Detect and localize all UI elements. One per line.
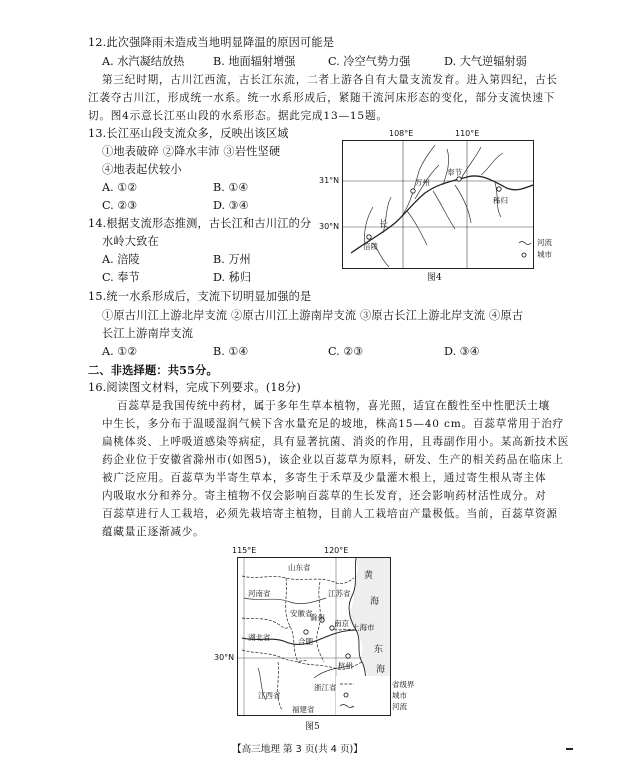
q13-option-a: A. ①② (102, 181, 138, 194)
q13-option-b: B. ①④ (213, 181, 249, 194)
q13-items-line-2: ④地表起伏较小 (102, 163, 182, 176)
fig4-city-wanzhou: 万州 (415, 178, 430, 187)
fig4-lat-30: 30°N (319, 222, 340, 231)
fig5-city-chuzhou: 滁州 (310, 613, 325, 622)
fig5-province-zhejiang: 浙江省 (314, 683, 337, 692)
fig5-lon-120: 120°E (324, 546, 349, 555)
fig5-city-nanjing: 南京 (334, 619, 349, 628)
legend-city-symbol-fig5 (344, 693, 348, 697)
passage1-line-3: 切。图4示意长江巫山段的水系形态。据此完成13—15题。 (88, 110, 388, 122)
passage2-line-8: 蕴藏量正逐渐减少。 (102, 526, 205, 538)
passage2-line-6: 内吸取水分和养分。寄主植物不仅会影响百蕊草的生长发育，还会影响药材活性成分。对 (102, 490, 547, 502)
q15-option-a: A. ①② (102, 345, 138, 358)
section-2-heading: 二、非选择题：共55分。 (88, 363, 218, 377)
fig5-province-anhui: 安徽省 (290, 609, 313, 618)
passage2-line-3: 扁桃体炎、上呼吸道感染等病症，具有显著抗菌、消炎的作用，且毒副作用小。某高新技术医 (102, 436, 570, 448)
fig5-province-fujian: 福建省 (292, 705, 315, 714)
zigui-marker (497, 187, 501, 191)
q15-items-line-2: 长江上游南岸支流 (102, 327, 194, 340)
legend-river-symbol (519, 242, 531, 245)
fuling-marker (367, 235, 371, 239)
fig5-lon-115: 115°E (232, 546, 257, 555)
fig5-sea-hai-2: 海 (376, 665, 386, 675)
fig5-legend-boundary: 省级界 (392, 680, 415, 689)
fig4-lon-108: 108°E (389, 129, 414, 138)
passage2-line-5: 被广泛应用。百蕊草为半寄生草本，多寄生于禾草及少量灌木根上，通过寄生根从寄主体 (102, 472, 547, 484)
passage2-line-7: 百蕊草进行人工栽培，必须先栽培寄主植物，目前人工栽培亩产量极低。当前，百蕊草资源 (102, 508, 558, 520)
fig5-province-jiangxi: 江西省 (258, 691, 281, 700)
passage1-line-1: 第三纪时期，古川江西流，古长江东流，二者上游各自有大量支流发育。进入第四纪，古长 (102, 74, 558, 86)
hangzhou-marker (346, 654, 350, 658)
q15-items-line-1: ①原古川江上游北岸支流 ②原古川江上游南岸支流 ③原古长江上游北岸支流 ④原古 (102, 309, 524, 322)
q12-option-c: C. 冷空气势力强 (328, 55, 411, 68)
fig5-legend-river: 河流 (392, 702, 407, 711)
yangtze-river (351, 176, 533, 253)
fig5-province-jiangsu: 江苏省 (328, 589, 351, 598)
passage1-line-2: 江袭夺古川江，形成统一水系。统一水系形成后，紧随干流河床形态的变化，部分支流快速下 (88, 92, 556, 104)
q14-stem-line-2: 水岭大致在 (102, 235, 159, 248)
figure-5-map (214, 546, 391, 716)
fig4-legend-river: 河流 (537, 238, 552, 247)
fig4-river-label: 长 (379, 220, 389, 230)
q16-stem: 16.阅读图文材料，完成下列要求。(18分) (88, 381, 301, 394)
q15-option-b: B. ①④ (213, 345, 249, 358)
q12-option-b: B. 地面辐射增强 (213, 55, 296, 68)
q13-items-line-1: ①地表破碎 ②降水丰沛 ③岩性坚硬 (102, 145, 281, 158)
fig5-city-hefei: 合肥 (298, 637, 313, 646)
q12-stem: 12.此次强降雨未造成当地明显降温的原因可能是 (88, 36, 335, 49)
q14-option-a: A. 涪陵 (102, 253, 140, 266)
q12-option-a: A. 水汽凝结放热 (102, 55, 185, 68)
fig5-city-shanghai: 上海市 (352, 623, 375, 632)
fig4-legend-city: 城市 (537, 250, 552, 259)
q15-option-d: D. ③④ (444, 345, 480, 358)
q15-stem: 15.统一水系形成后，支流下切明显加强的是 (88, 290, 312, 303)
fig4-city-fuling: 涪陵 (363, 242, 378, 251)
fig5-legend-city: 城市 (392, 691, 407, 700)
passage2-line-1: 百蕊草是我国传统中药材，属于多年生草本植物，喜光照，适宜在酸性至中性肥沃土壤 (117, 400, 550, 412)
legend-city-symbol (522, 253, 526, 257)
fig5-sea-dong: 东 (374, 645, 384, 655)
q13-option-c: C. ②③ (102, 199, 138, 212)
q14-stem-line-1: 14.根据支流形态推测，古长江和古川江的分 (88, 217, 312, 230)
fig4-lon-110: 110°E (455, 129, 480, 138)
q14-option-d: D. 秭归 (213, 271, 252, 284)
figure-4-caption: 图4 (427, 273, 442, 283)
fig5-sea-huang: 黄 (364, 571, 374, 581)
wanzhou-marker (411, 189, 415, 193)
q14-option-c: C. 奉节 (102, 271, 140, 284)
fig5-lat-30: 30°N (214, 653, 235, 662)
q15-option-c: C. ②③ (328, 345, 364, 358)
fig4-lat-31: 31°N (319, 176, 340, 185)
fig5-city-hangzhou: 杭州 (338, 661, 353, 670)
hefei-marker (304, 630, 308, 634)
fig5-province-shandong: 山东省 (288, 563, 311, 572)
q13-stem: 13.长江巫山段支流众多，反映出该区域 (88, 127, 289, 140)
q13-option-d: D. ③④ (213, 199, 249, 212)
fig4-city-zigui: 秭归 (493, 196, 508, 205)
corner-mark (566, 748, 573, 750)
passage2-line-2: 中生长，多分布于温暖湿润气候下含水量充足的坡地，株高15—40 cm。百蕊草常用于治疗 (102, 418, 565, 430)
q12-option-d: D. 大气逆辐射弱 (444, 55, 527, 68)
fig4-city-fengjie: 奉节 (447, 168, 462, 177)
q14-option-b: B. 万州 (213, 253, 251, 266)
passage2-line-4: 药企业位于安徽省滁州市(如图5)，该企业以百蕊草为原料，研发、生产的相关药品在临床上 (102, 454, 564, 466)
figure-5-caption: 图5 (305, 722, 320, 732)
fig5-province-henan: 河南省 (248, 589, 271, 598)
fig5-sea-hai-1: 海 (370, 597, 380, 607)
figure-4-map (319, 129, 552, 269)
fig5-province-hubei: 湖北省 (248, 633, 271, 642)
page-footer: 【高三地理 第 3 页(共 4 页)】 (232, 744, 363, 755)
